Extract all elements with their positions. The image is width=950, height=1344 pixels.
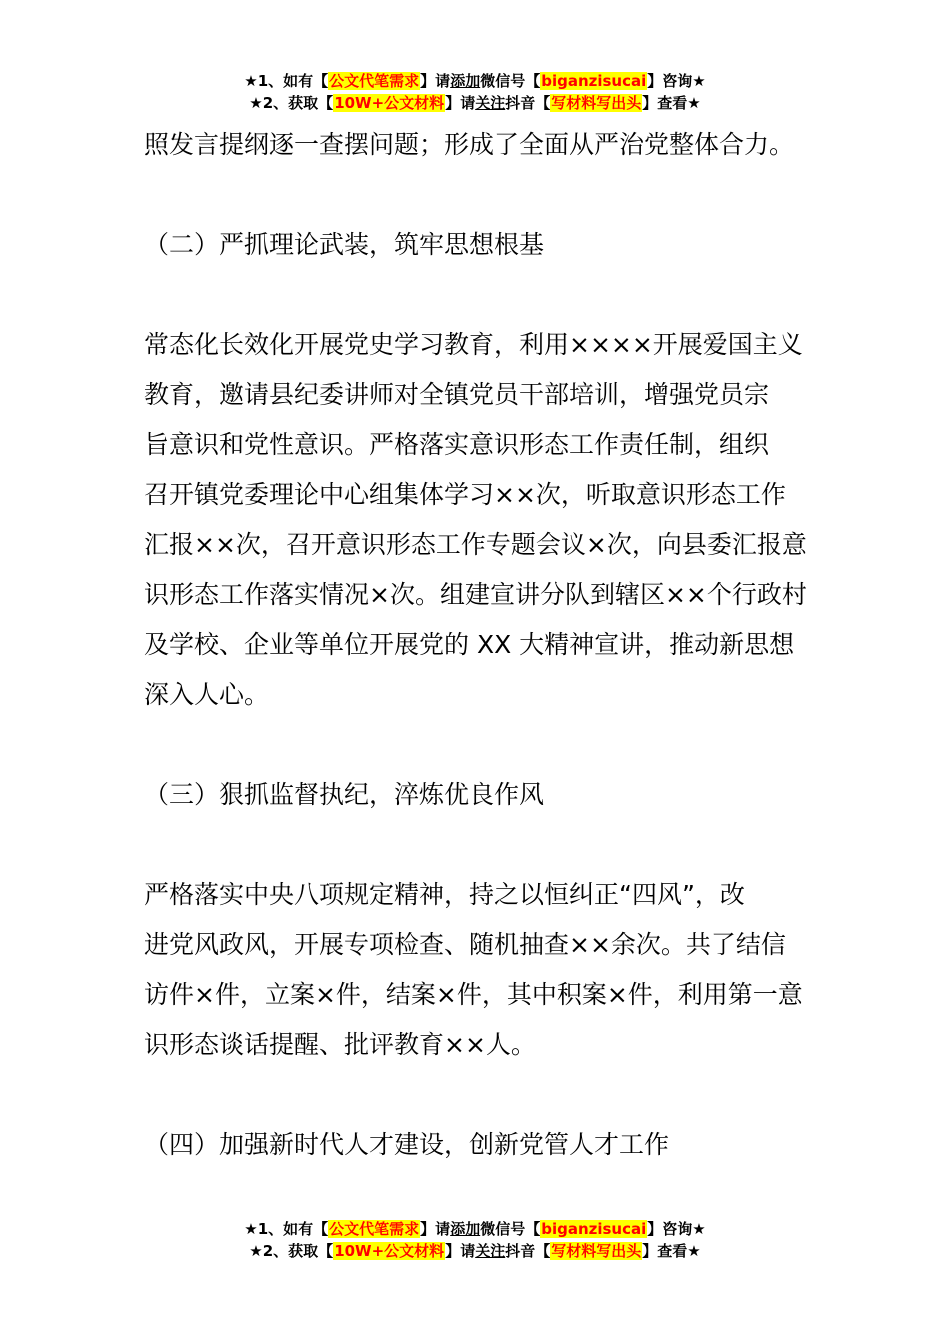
banner-underlined: 添加: [450, 72, 481, 90]
blank-line: [144, 820, 809, 870]
banner-text: 微信号【: [480, 72, 541, 90]
body-line: 及学校、企业等单位开展党的 XX 大精神宣讲，推动新思想: [144, 630, 795, 659]
section-heading: （四）加强新时代人才建设，创新党管人才工作: [144, 1130, 670, 1159]
banner-text: 】请: [420, 1220, 451, 1238]
banner-line-2: [0, 92, 950, 114]
banner-text: 】咨询★: [647, 72, 706, 90]
banner-underlined: 添加: [450, 1220, 481, 1238]
banner-text: 】查看★: [642, 94, 701, 112]
banner-highlight: 10W+公文材料: [334, 1242, 445, 1260]
blank-line: [144, 720, 809, 770]
blank-line: [144, 270, 809, 320]
banner-line-1: [0, 70, 950, 92]
footer-banner: [0, 1218, 950, 1262]
body-line: 旨意识和党性意识。严格落实意识形态工作责任制，组织: [144, 430, 770, 459]
banner-text: 】请: [420, 72, 451, 90]
banner-text: 】请: [445, 1242, 476, 1260]
banner-wechat-id: biganzisucai: [541, 1220, 647, 1238]
body-line: 汇报××次，召开意识形态工作专题会议×次，向县委汇报意: [144, 530, 807, 559]
banner-highlight: 10W+公文材料: [334, 94, 445, 112]
banner-line-2: [0, 1240, 950, 1262]
body-line: 访件×件，立案×件，结案×件，其中积案×件，利用第一意: [144, 980, 803, 1009]
section-heading: （三）狠抓监督执纪，淬炼优良作风: [144, 780, 545, 809]
banner-underlined: 关注: [475, 94, 506, 112]
body-line: 识形态谈话提醒、批评教育××人。: [144, 1030, 536, 1059]
body-line: 识形态工作落实情况×次。组建宣讲分队到辖区××个行政村: [144, 580, 807, 609]
banner-text: 】请: [445, 94, 476, 112]
document-body: [144, 120, 809, 1170]
banner-text: 抖音【: [505, 94, 551, 112]
banner-douyin-account: 写材料写出头: [551, 94, 642, 112]
blank-line: [144, 1070, 809, 1120]
banner-text: 抖音【: [505, 1242, 551, 1260]
banner-highlight: 公文代笔需求: [329, 72, 420, 90]
banner-text: 】查看★: [642, 1242, 701, 1260]
banner-line-1: [0, 1218, 950, 1240]
banner-douyin-account: 写材料写出头: [551, 1242, 642, 1260]
banner-wechat-id: biganzisucai: [541, 72, 647, 90]
banner-text: 微信号【: [480, 1220, 541, 1238]
header-banner: [0, 70, 950, 114]
banner-text: ★1、如有【: [244, 72, 329, 90]
banner-underlined: 关注: [475, 1242, 506, 1260]
body-line: 常态化长效化开展党史学习教育，利用××××开展爱国主义: [144, 330, 803, 359]
banner-text: ★2、获取【: [249, 1242, 334, 1260]
banner-text: 】咨询★: [647, 1220, 706, 1238]
body-line: 进党风政风，开展专项检查、随机抽查××余次。共了结信: [144, 930, 786, 959]
banner-highlight: 公文代笔需求: [329, 1220, 420, 1238]
body-line: 教育，邀请县纪委讲师对全镇党员干部培训，增强党员宗: [144, 380, 770, 409]
body-line: 深入人心。: [144, 680, 270, 709]
blank-line: [144, 170, 809, 220]
banner-text: ★1、如有【: [244, 1220, 329, 1238]
body-line: 照发言提纲逐一查摆问题；形成了全面从严治党整体合力。: [144, 130, 795, 159]
section-heading: （二）严抓理论武装，筑牢思想根基: [144, 230, 545, 259]
body-line: 召开镇党委理论中心组集体学习××次，听取意识形态工作: [144, 480, 786, 509]
banner-text: ★2、获取【: [249, 94, 334, 112]
body-line: 严格落实中央八项规定精神，持之以恒纠正“四风”，改: [144, 880, 745, 909]
